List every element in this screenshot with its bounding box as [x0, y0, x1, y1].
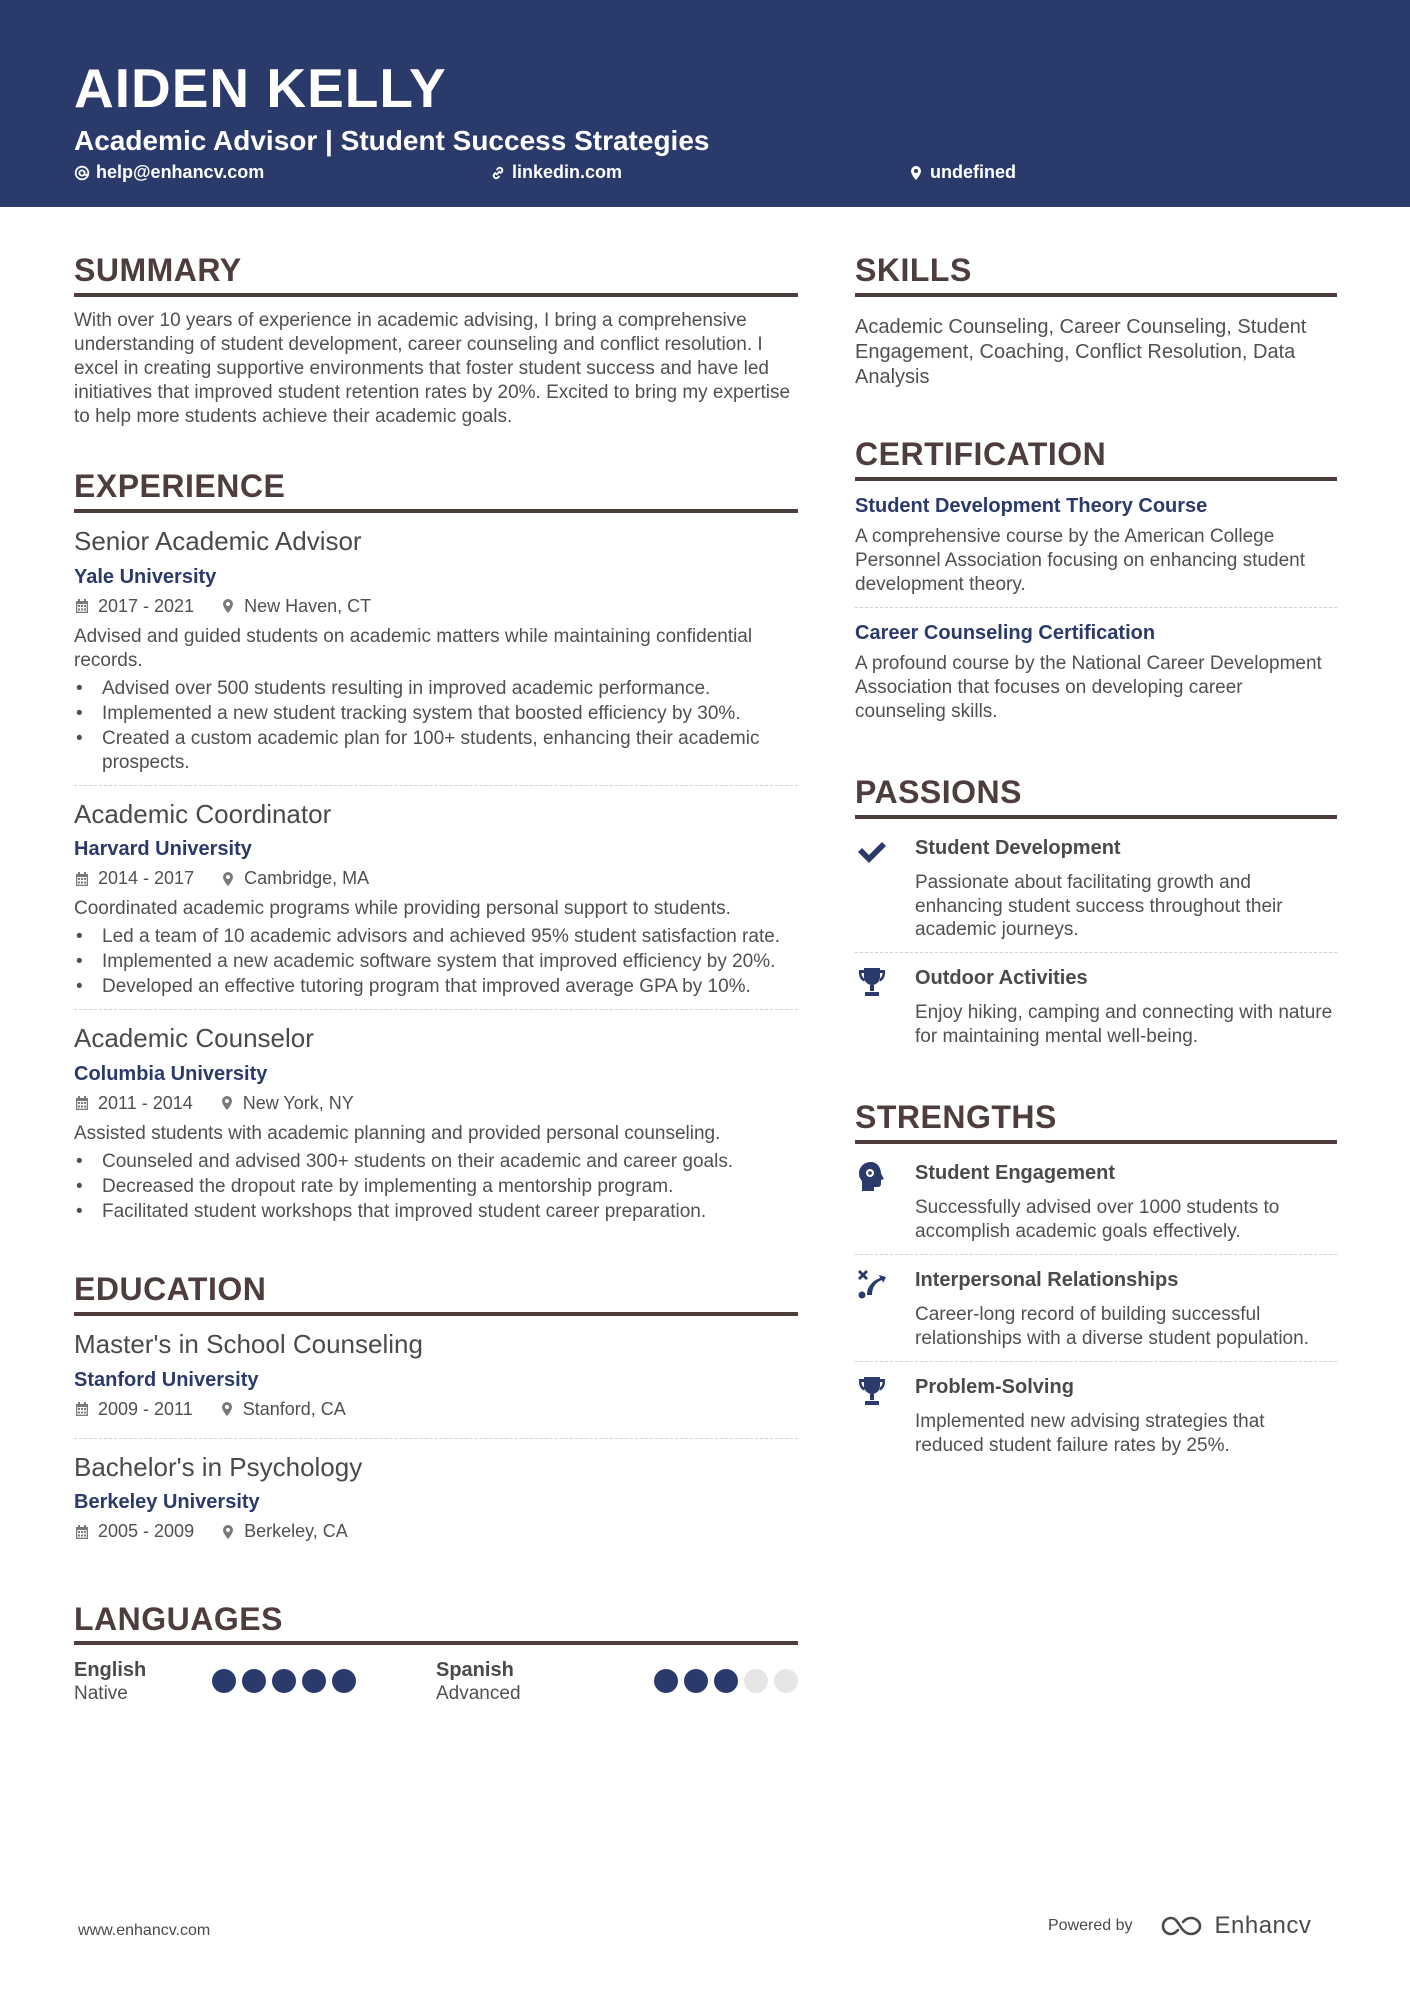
proficiency-dot: [714, 1669, 738, 1693]
footer-website[interactable]: www.enhancv.com: [78, 1922, 211, 1939]
achievement-list: [74, 925, 798, 999]
list-item: • Developed an effective tutoring program that improved average GPA by 10%.: [74, 975, 798, 999]
education-section: [74, 1271, 798, 1560]
passion-item: [855, 965, 1337, 1059]
email-text: help@enhancv.com: [96, 162, 265, 182]
passion-text: Passionate about facilitating growth and enhancing student success throughout their academic journeys.: [915, 871, 1283, 941]
date-range: 2017 - 2021: [98, 595, 195, 616]
location-pin-icon: [908, 165, 924, 181]
certification-section: [855, 436, 1337, 733]
strength-title: Student Engagement: [915, 1162, 1116, 1185]
calendar-icon: [74, 871, 90, 887]
date-range: 2005 - 2009: [98, 1521, 195, 1542]
job-title: Senior Academic Advisor: [74, 526, 362, 557]
achievement-list: [74, 1150, 798, 1224]
linkedin-text: linkedin.com: [512, 162, 623, 182]
proficiency-dot: [654, 1669, 678, 1693]
section-heading: CERTIFICATION: [855, 436, 1337, 481]
strength-text: Implemented new advising strategies that reduced student failure rates by 25%.: [915, 1410, 1265, 1456]
language-list: [74, 1657, 798, 1706]
certification-item: [855, 620, 1337, 734]
language-level: Advanced: [436, 1683, 521, 1705]
entry-location: Cambridge, MA: [244, 868, 370, 889]
language-name: Spanish: [436, 1659, 514, 1682]
entry-meta: [74, 1519, 798, 1544]
passion-title: Student Development: [915, 836, 1121, 859]
head-icon: [855, 1160, 889, 1194]
location-pin-icon: [220, 1524, 236, 1540]
job-title: Academic Counselor: [74, 1023, 314, 1054]
brand-logo[interactable]: [1159, 1912, 1312, 1940]
resume-header: [0, 0, 1410, 207]
link-icon: [490, 165, 506, 181]
passion-title: Outdoor Activities: [915, 967, 1088, 990]
location-pin-icon: [219, 1095, 235, 1111]
institution: Berkeley University: [74, 1491, 260, 1514]
entry-meta: [74, 1397, 798, 1422]
job-description: Advised and guided students on academic matters while maintaining confidential records.: [74, 625, 753, 671]
strength-item: [855, 1374, 1337, 1468]
entry-meta: [74, 866, 798, 891]
calendar-icon: [74, 1524, 90, 1540]
employer: Harvard University: [74, 838, 252, 861]
proficiency-dot: [684, 1669, 708, 1693]
experience-entry: [74, 525, 798, 785]
passion-item: [855, 835, 1337, 954]
list-item: • Implemented a new academic software system that improved efficiency by 20%.: [74, 950, 798, 974]
proficiency-dot: [242, 1669, 266, 1693]
certification-title: Student Development Theory Course: [855, 495, 1208, 518]
list-item: • Implemented a new student tracking system that boosted efficiency by 30%.: [74, 702, 798, 726]
experience-entry: [74, 1022, 798, 1233]
date-range: 2009 - 2011: [98, 1398, 193, 1419]
job-title: Academic Coordinator: [74, 798, 332, 829]
section-heading: EXPERIENCE: [74, 468, 798, 513]
proficiency-dot: [744, 1669, 768, 1693]
section-heading: SUMMARY: [74, 252, 798, 297]
contact-location: [908, 162, 1016, 184]
list-item: • Advised over 500 students resulting in improved academic performance.: [74, 677, 798, 701]
section-heading: PASSIONS: [855, 774, 1337, 819]
date-range: 2014 - 2017: [98, 868, 195, 889]
summary-text: With over 10 years of experience in academic advising, I bring a comprehensive understanding of student development, career counseling and conflict resolution. I excel in creating supportive environments that foster student success and have led initiatives that improved student retention rates by 20%. Excited to bring my expertise to help more students achieve their academic goals.: [74, 309, 791, 427]
contact-linkedin[interactable]: [490, 162, 622, 184]
degree: Bachelor's in Psychology: [74, 1451, 363, 1482]
experience-entry: [74, 798, 798, 1010]
check-icon: [855, 835, 889, 869]
language-item: [74, 1657, 436, 1706]
strength-title: Interpersonal Relationships: [915, 1268, 1179, 1291]
proficiency-dot: [212, 1669, 236, 1693]
left-column: [74, 252, 798, 1746]
calendar-icon: [74, 1095, 90, 1111]
summary-section: [74, 252, 798, 428]
calendar-icon: [74, 598, 90, 614]
degree: Master's in School Counseling: [74, 1329, 423, 1360]
date-range: 2011 - 2014: [98, 1092, 193, 1113]
languages-section: [74, 1601, 798, 1707]
language-name: English: [74, 1659, 147, 1682]
skills-text: Academic Counseling, Career Counseling, Student Engagement, Coaching, Conflict Resolution, Data Analysis: [855, 315, 1307, 389]
location-pin-icon: [220, 871, 236, 887]
trophy-icon: [855, 965, 889, 999]
proficiency-dot: [272, 1669, 296, 1693]
entry-location: Berkeley, CA: [244, 1521, 348, 1542]
employer: Yale University: [74, 565, 217, 588]
location-pin-icon: [219, 1401, 235, 1417]
candidate-title: Academic Advisor | Student Success Strategies: [74, 125, 710, 156]
trophy-icon: [855, 1374, 889, 1408]
list-item: • Counseled and advised 300+ students on their academic and career goals.: [74, 1150, 798, 1174]
education-entry: [74, 1451, 798, 1561]
passions-section: [855, 774, 1337, 1059]
skills-section: [855, 252, 1337, 390]
at-icon: [74, 165, 90, 181]
entry-location: Stanford, CA: [242, 1398, 346, 1419]
powered-by-label: Powered by: [1048, 1917, 1133, 1934]
passion-text: Enjoy hiking, camping and connecting with nature for maintaining mental well-being.: [915, 1002, 1333, 1048]
certification-text: A comprehensive course by the American College Personnel Association focusing on enhancing student development theory.: [855, 526, 1305, 596]
right-column: [855, 252, 1337, 1508]
strength-item: [855, 1267, 1337, 1362]
entry-location: New York, NY: [242, 1092, 354, 1113]
footer-branding: [1048, 1912, 1311, 1940]
strength-text: Career-long record of building successful relationships with a diverse student population.: [915, 1303, 1309, 1349]
enhancv-logo-icon: [1159, 1914, 1205, 1938]
proficiency-dot: [302, 1669, 326, 1693]
section-heading: SKILLS: [855, 252, 1337, 297]
list-item: • Created a custom academic plan for 100+ students, enhancing their academic prospects.: [74, 727, 798, 775]
experience-section: [74, 468, 798, 1233]
entry-location: New Haven, CT: [244, 595, 372, 616]
proficiency-dot: [332, 1669, 356, 1693]
entry-meta: [74, 594, 798, 619]
location-text: undefined: [930, 162, 1016, 182]
section-heading: LANGUAGES: [74, 1601, 798, 1646]
section-heading: EDUCATION: [74, 1271, 798, 1316]
education-entry: [74, 1328, 798, 1439]
section-heading: STRENGTHS: [855, 1099, 1337, 1144]
list-item: • Decreased the dropout rate by implementing a mentorship program.: [74, 1175, 798, 1199]
achievement-list: [74, 677, 798, 775]
strengths-section: [855, 1099, 1337, 1467]
candidate-name: AIDEN KELLY: [74, 57, 447, 119]
job-description: Coordinated academic programs while providing personal support to students.: [74, 898, 731, 920]
certification-text: A profound course by the National Career Development Association that focuses on developing career counseling skills.: [855, 652, 1322, 722]
certification-item: [855, 493, 1337, 608]
language-item: [436, 1657, 798, 1706]
strength-text: Successfully advised over 1000 students to accomplish academic goals effectively.: [915, 1197, 1280, 1242]
job-description: Assisted students with academic planning and provided personal counseling.: [74, 1122, 721, 1144]
language-level: Native: [74, 1683, 128, 1705]
contact-email[interactable]: [74, 162, 264, 184]
calendar-icon: [74, 1401, 90, 1417]
certification-title: Career Counseling Certification: [855, 621, 1156, 644]
institution: Stanford University: [74, 1368, 259, 1391]
list-item: • Led a team of 10 academic advisors and achieved 95% student satisfaction rate.: [74, 925, 798, 949]
strength-item: [855, 1160, 1337, 1255]
proficiency-dot: [774, 1669, 798, 1693]
proficiency-dots: [654, 1669, 798, 1706]
entry-meta: [74, 1091, 798, 1116]
employer: Columbia University: [74, 1062, 268, 1085]
strength-title: Problem-Solving: [915, 1375, 1074, 1398]
location-pin-icon: [220, 598, 236, 614]
strategy-icon: [855, 1267, 889, 1301]
brand-name: Enhancv: [1214, 1912, 1312, 1939]
list-item: • Facilitated student workshops that improved student career preparation.: [74, 1200, 798, 1224]
proficiency-dots: [212, 1669, 356, 1706]
